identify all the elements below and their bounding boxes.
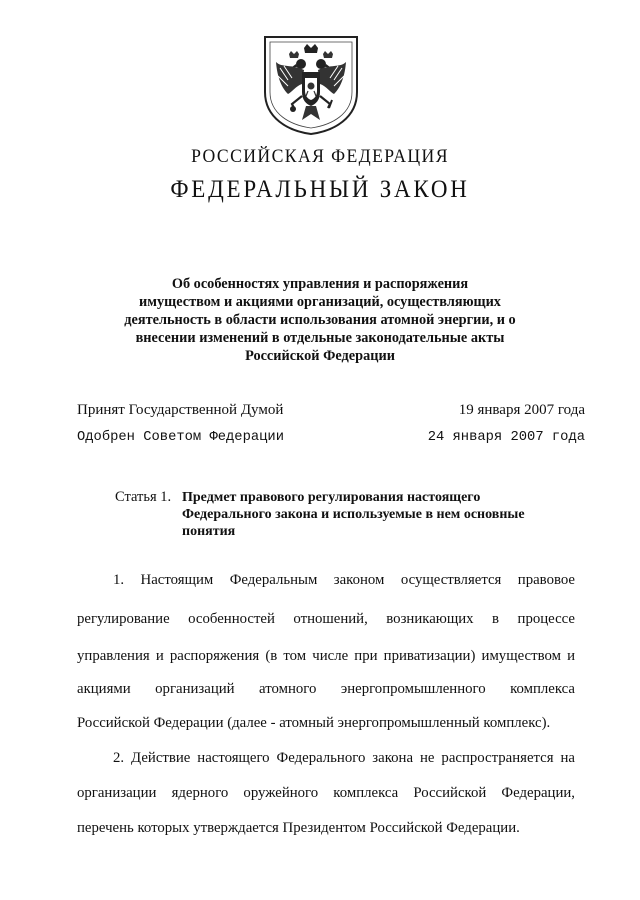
document-type: ФЕДЕРАЛЬНЫЙ ЗАКОН [170, 176, 470, 203]
article-number: Статья 1. [115, 489, 172, 505]
law-title-line: имуществом и акциями организаций, осуществляющих [139, 294, 501, 310]
paragraph-line: организации ядерного оружейного комплекса Российской Федерации, [77, 786, 575, 801]
paragraph-line: перечень которых утверждается Президентом Российской Федерации. [77, 820, 520, 836]
paragraph-line: Российской Федерации (далее - атомный энергопромышленный комплекс). [77, 715, 551, 731]
law-title-line: деятельность в области использования атомной энергии, и о [124, 312, 516, 328]
article-title-line: Предмет правового регулирования настоящего [182, 490, 481, 505]
coat-of-arms-icon [262, 34, 360, 136]
article-title [182, 489, 525, 540]
paragraph-line: акциями организаций атомного энергопромышленного комплекса [77, 682, 575, 697]
law-title-line: Об особенностях управления и распоряжения [171, 276, 469, 292]
council-approval-date: 24 января 2007 года [427, 430, 585, 445]
law-title-line: Российской Федерации [245, 348, 395, 364]
council-approval-label: Одобрен Советом Федерации [77, 430, 284, 445]
article-title-line: Федерального закона и используемые в нем основные [182, 507, 525, 522]
law-title-line: внесении изменений в отдельные законодательные акты [135, 330, 505, 346]
paragraph-line: 2. Действие настоящего Федерального закона не распространяется на [113, 751, 575, 766]
country-name: РОССИЙСКАЯ ФЕДЕРАЦИЯ [191, 146, 449, 167]
article-title-line: понятия [182, 524, 236, 539]
duma-adoption-label: Принят Государственной Думой [77, 402, 284, 418]
duma-adoption-date: 19 января 2007 года [458, 402, 585, 418]
paragraph-line: управления и распоряжения (в том числе при приватизации) имуществом и [77, 649, 575, 664]
law-title [95, 275, 545, 365]
paragraph-line: 1. Настоящим Федеральным законом осуществляется правовое [113, 573, 575, 588]
paragraph-line: регулирование особенностей отношений, возникающих в процессе [77, 612, 575, 627]
